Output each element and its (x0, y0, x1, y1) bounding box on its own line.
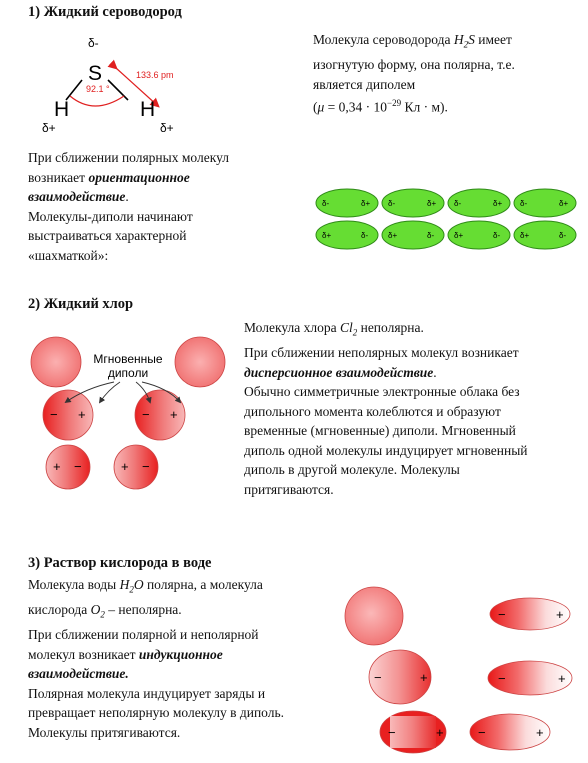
svg-text:+: + (556, 607, 564, 622)
bond-length-label: 133.6 pm (136, 70, 174, 80)
svg-text:+: + (558, 671, 566, 686)
svg-text:+: + (121, 459, 129, 474)
dipole-charge-left: δ- (388, 199, 396, 208)
dipole-checkerboard (315, 186, 583, 252)
dipole-charge-right: δ- (559, 231, 567, 240)
h2s-molecule-diagram (28, 30, 198, 142)
svg-text:−: − (478, 725, 486, 740)
svg-text:+: + (436, 725, 444, 740)
angle-arc (70, 96, 124, 106)
charge-h-right: δ+ (160, 121, 174, 135)
svg-text:+: + (536, 725, 544, 740)
svg-text:+: + (53, 459, 61, 474)
dipole-charge-right: δ+ (493, 199, 503, 208)
section3-text: Молекула воды $H_2O$ полярна, а молекула кислорода $O_2$ – неполярна. При сближении полярной и неполярной молекул возникает индукционное взаимодействие. Полярная молекула индуцирует заряды и превращает неполярную молекулу в диполь. Молекулы притягиваются. (28, 577, 285, 740)
svg-text:−: − (374, 670, 382, 685)
svg-text:−: − (388, 725, 396, 740)
dipole-charge-left: δ- (454, 199, 462, 208)
dipole-charge-left: δ+ (454, 231, 464, 240)
svg-text:+: + (420, 670, 428, 685)
dipole-charge-right: δ- (361, 231, 369, 240)
dipole-charge-left: δ+ (520, 231, 530, 240)
dipole-charge-left: δ- (322, 199, 330, 208)
chlorine-dipoles-diagram (28, 330, 228, 490)
svg-text:−: − (498, 607, 506, 622)
section2-heading: 2) Жидкий хлор (28, 296, 134, 312)
atom-h-right: H (140, 98, 156, 121)
dipole-charge-right: δ+ (361, 199, 371, 208)
angle-label: 92.1 ° (86, 84, 110, 94)
dipole-charge-right: δ- (493, 231, 501, 240)
svg-text:+: + (78, 407, 86, 422)
svg-text:−: − (142, 459, 150, 474)
svg-text:−: − (498, 671, 506, 686)
svg-text:+: + (170, 407, 178, 422)
svg-text:−: − (74, 459, 82, 474)
cl-molecule-1 (31, 337, 81, 387)
section3-heading: 3) Раствор кислорода в воде (28, 555, 212, 571)
dipole-charge-right: δ+ (559, 199, 569, 208)
o2-molecule (345, 587, 403, 645)
instant-dipoles-label-2: диполи (107, 366, 149, 380)
section1-text: При сближении полярных молекул возникает ориентационное взаимодействие. Молекулы-диполи начинают выстраиваться характерной «шахматкой»: (28, 150, 229, 263)
bond-left (66, 80, 82, 100)
svg-text:−: − (50, 407, 58, 422)
dipole-charge-left: δ+ (322, 231, 332, 240)
dipole-charge-left: δ- (520, 199, 528, 208)
svg-text:−: − (142, 407, 150, 422)
bond-right (108, 80, 128, 100)
dipole-charge-right: δ+ (427, 199, 437, 208)
instant-dipoles-label-1: Мгновенные (93, 352, 163, 366)
charge-h-left: δ+ (42, 121, 56, 135)
oxygen-water-diagram (340, 582, 580, 758)
section1-heading: 1) Жидкий сероводород (28, 4, 182, 20)
atom-h-left: H (54, 98, 70, 121)
atom-s: S (88, 62, 103, 85)
dipole-charge-left: δ+ (388, 231, 398, 240)
h2s-description: Молекула сероводорода $H_2S$ имеет изогнутую форму, она полярна, т.е. является диполем ($\mu = 0,34 \cdot 10^{-29}$ Кл · м). (313, 32, 515, 115)
dipole-charge-right: δ- (427, 231, 435, 240)
charge-s: δ- (88, 36, 99, 50)
cl-molecule-2 (175, 337, 225, 387)
section2-text: Молекула хлора $Cl_2$ неполярна. При сближении неполярных молекул возникает дисперсионное взаимодействие. Обычно симметричные электронные облака без дипольного момента колеблются и образуют временные (мгновенные) диполи. Мгновенный диполь одной молекулы индуцирует мгновенный диполь в другой молекуле. Молекулы притягиваются. (244, 320, 528, 497)
